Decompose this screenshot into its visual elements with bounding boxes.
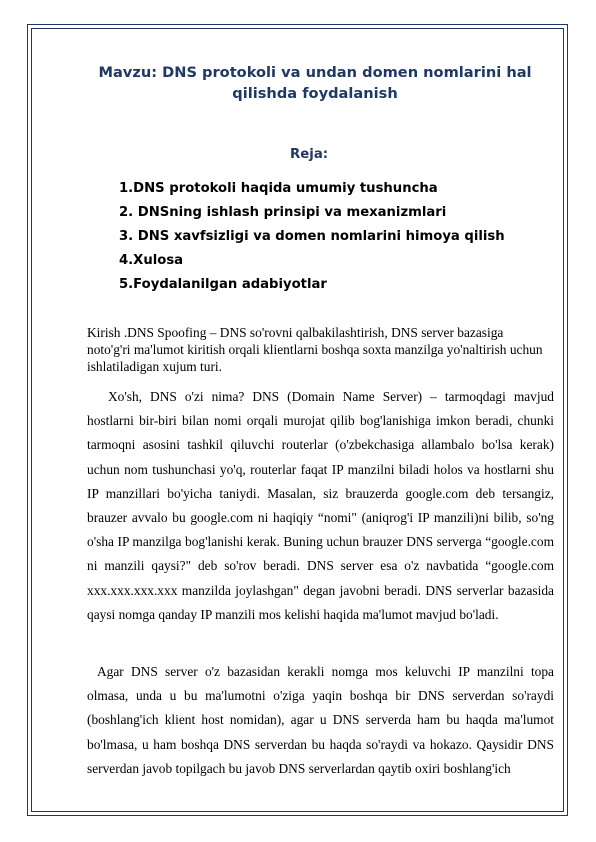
plan-item: 3. DNS xavfsizligi va domen nomlarini himoya qilish (119, 229, 505, 244)
body-paragraph-1: Xo'sh, DNS o'zi nima? DNS (Domain Name Server) – tarmoqdagi mavjud hostlarni bir-biri bilan nomi orqali murojat qilib bog'lanishiga imkon beradi, chunki tarmoqni asosini tashkil qiluvchi routerlar (o'zbekchasiga allambalo bo'lsa kerak) uchun nom tushunchasi yo'q, routerlar faqat IP manzilni biladi holos va hostlarni shu IP manzillari bo'yicha taniydi. Masalan, siz brauzerda google.com deb tersangiz, brauzer avvalo bu google.com ni haqiqiy “nomi" (aniqrog'i IP manzili)ni bilib, so'ng o'sha IP manzilga bog'lanishi kerak. Buning uchun brauzer DNS serverga “google.com ni manzili qaysi?" deb so'rov beradi. DNS server esa o'z navbatida “google.com xxx.xxx.xxx.xxx manzilda joylashgan" degan javobni beradi. DNS serverlar bazasida qaysi nomga qanday IP manzili mos kelishi haqida ma'lumot mavjud bo'ladi. (87, 389, 554, 622)
plan-item: 1.DNS protokoli haqida umumiy tushuncha (119, 181, 438, 196)
plan-item: 5.Foydalanilgan adabiyotlar (119, 277, 327, 292)
body-paragraph-2: Agar DNS server o'z bazasidan kerakli nomga mos keluvchi IP manzilni topa olmasa, unda u bu ma'lumotni o'ziga yaqin boshqa bir DNS serverdan so'raydi (boshlang'ich klient host nomidan), agar u DNS serverda ham bu haqda ma'lumot bo'lmasa, u ham boshqa DNS serverdan bu haqda so'raydi va hokazo. Qaysidir DNS serverdan javob topilgach bu javob DNS serverlardan qaytib oxiri boshlang'ich (87, 664, 554, 776)
plan-list (119, 177, 505, 297)
plan-heading: Reja: (290, 147, 329, 162)
plan-item: 4.Xulosa (119, 253, 184, 268)
plan-item: 2. DNSning ishlash prinsipi va mexanizmlari (119, 205, 447, 220)
intro-paragraph: Kirish .DNS Spoofing – DNS so'rovni qalbakilashtirish, DNS server bazasiga noto'g'ri ma'lumot kiritish orqali klientlarni boshqa soxta manzilga yo'naltirish uchun ishlatiladigan xujum turi. (87, 325, 543, 374)
document-title: Mavzu: DNS protokoli va undan domen nomlarini hal qilishda foydalanish (98, 64, 532, 102)
